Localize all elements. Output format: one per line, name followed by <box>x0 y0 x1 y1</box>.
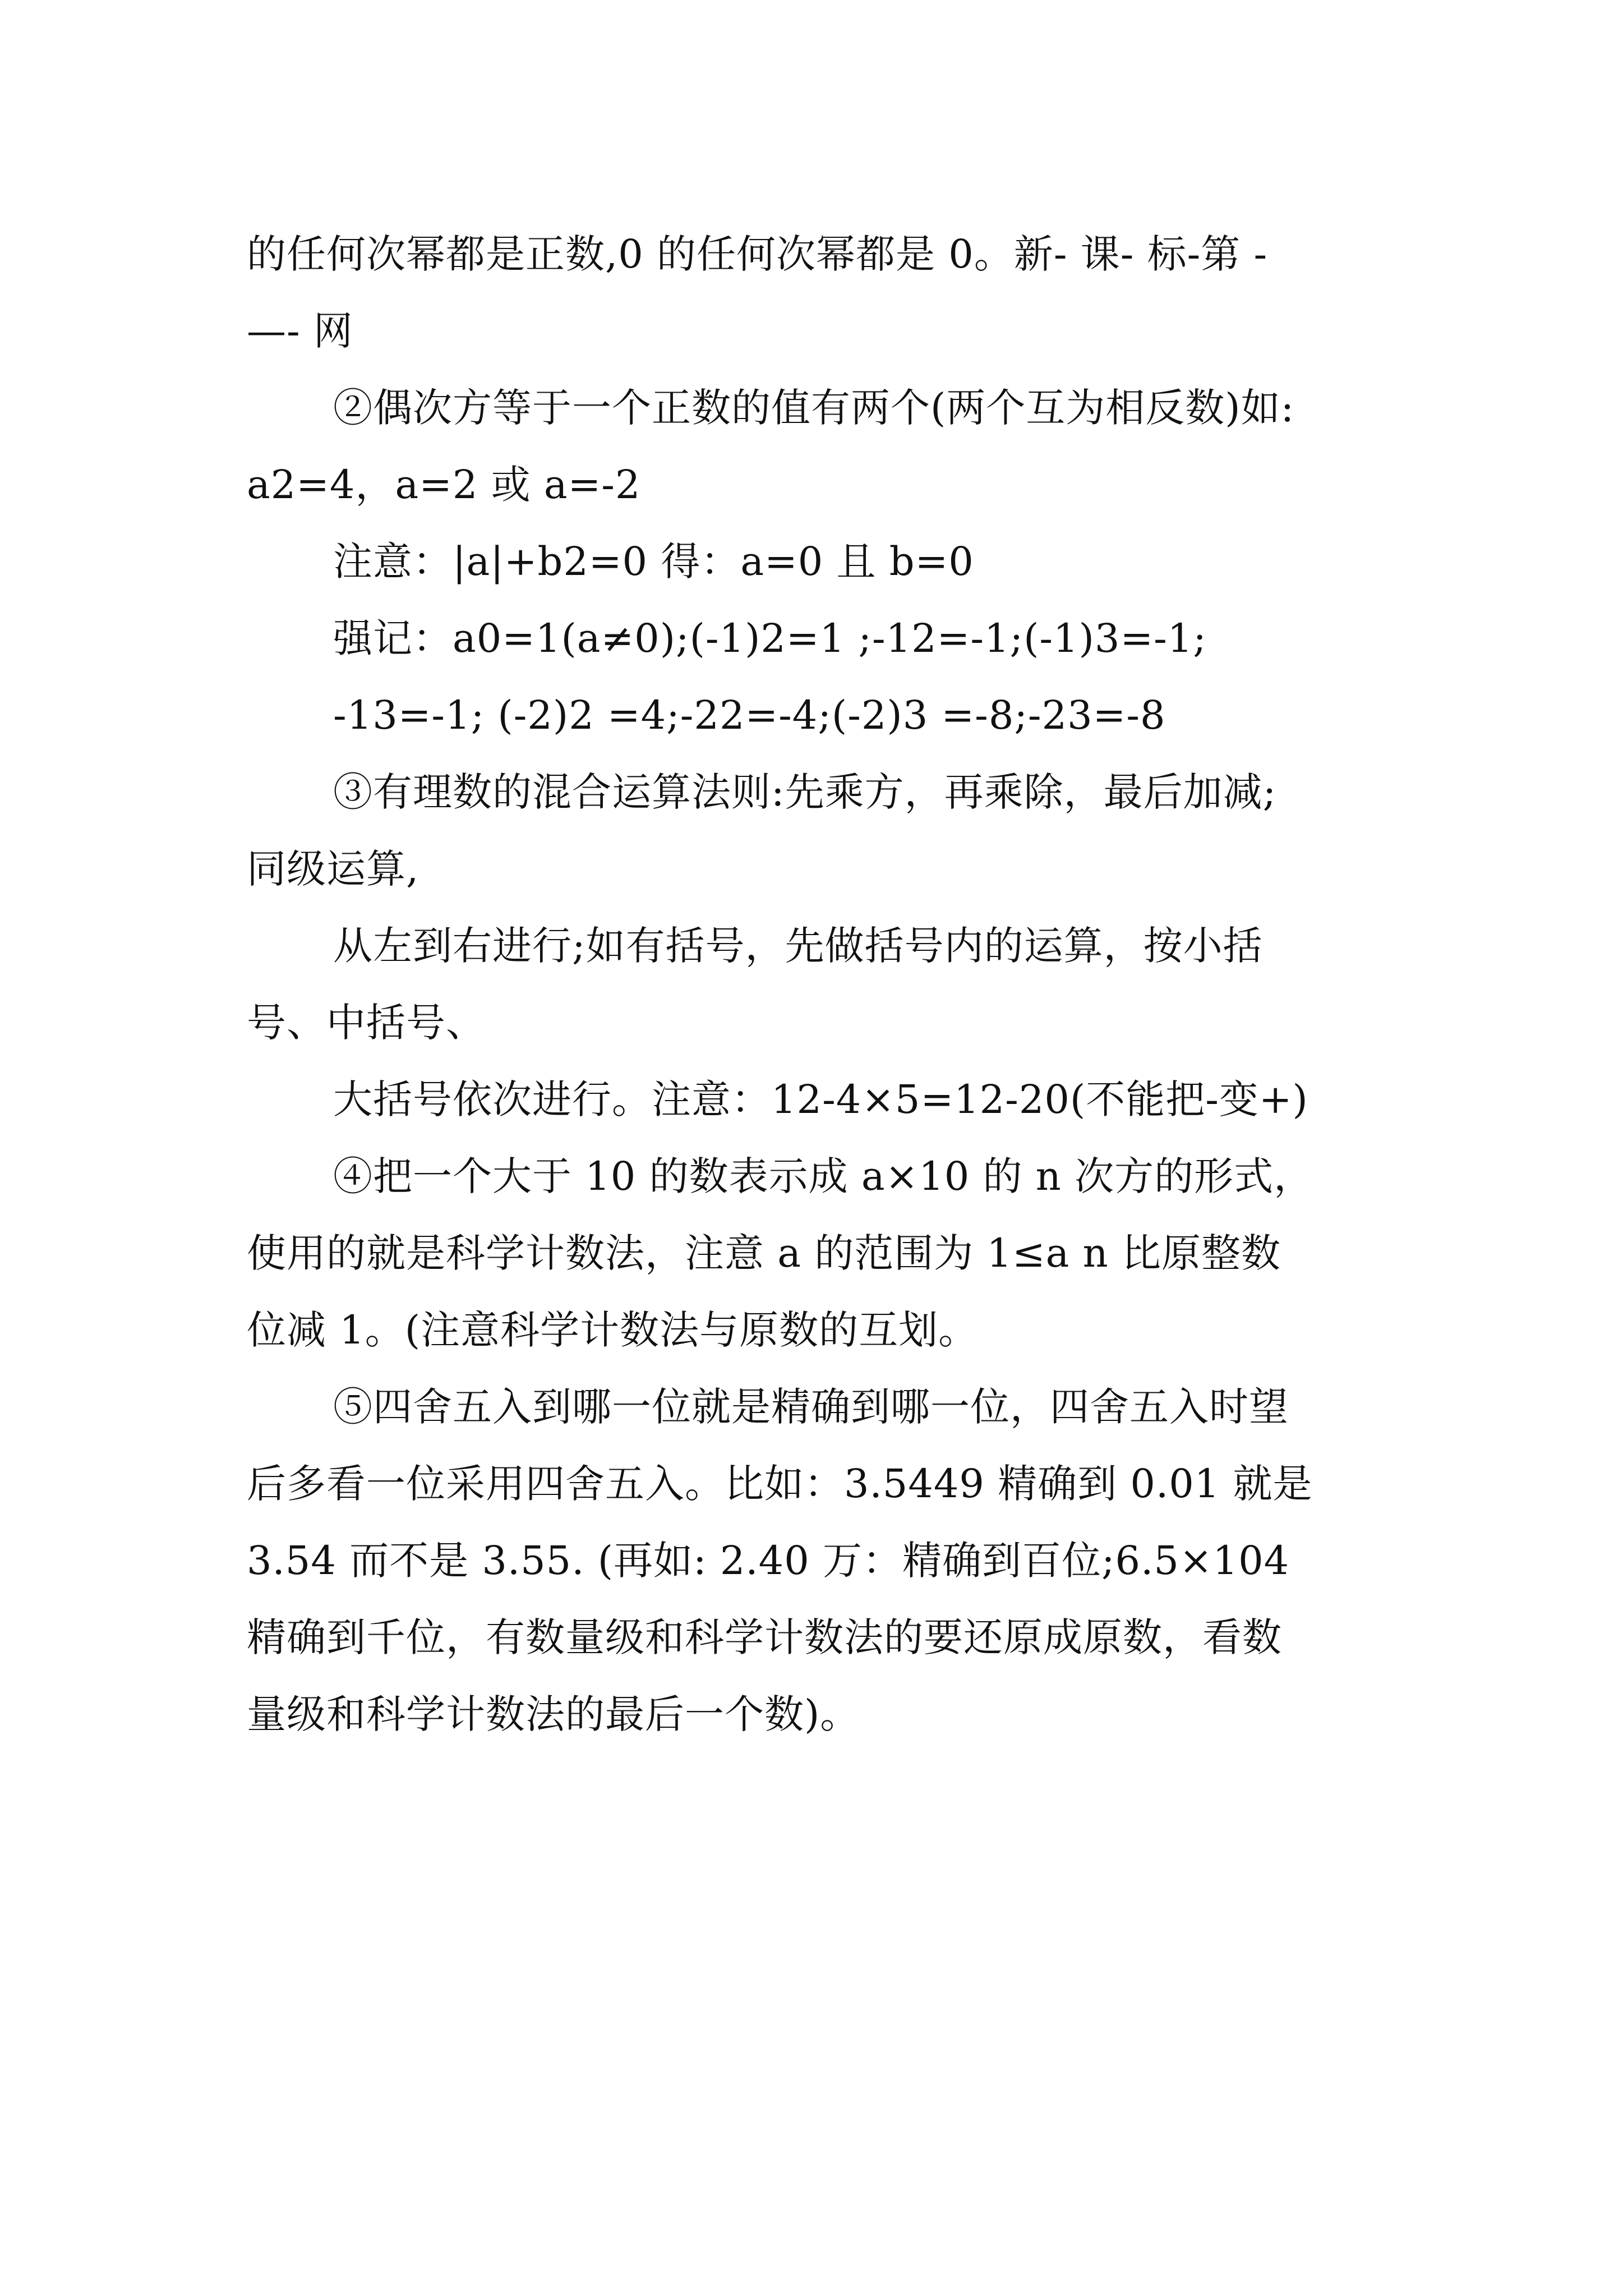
text-line: ④把一个大于 10 的数表示成 a×10 的 n 次方的形式， <box>333 1153 1314 1199</box>
text-line: a2=4，a=2 或 a=-2 <box>247 462 641 508</box>
text-line: 精确到千位，有数量级和科学计数法的要还原成原数，看数 <box>247 1614 1282 1660</box>
text-line: 3.54 而不是 3.55. (再如: 2.40 万：精确到百位;6.5×104 <box>247 1538 1290 1584</box>
text-line: 大括号依次进行。注意：12-4×5=12-20(不能把-变+) <box>333 1076 1308 1122</box>
text-line: ②偶次方等于一个正数的值有两个(两个互为相反数)如: <box>333 385 1295 431</box>
text-line: 同级运算, <box>247 846 419 892</box>
text-line: 号、中括号、 <box>247 1000 486 1046</box>
text-line: —- 网 <box>247 308 353 354</box>
text-line: 使用的就是科学计数法，注意 a 的范围为 1≤a n 比原整数 <box>247 1230 1281 1276</box>
text-line: 量级和科学计数法的最后一个数)。 <box>247 1691 860 1737</box>
text-line: ③有理数的混合运算法则:先乘方，再乘除，最后加减; <box>333 769 1277 815</box>
text-line: ⑤四舍五入到哪一位就是精确到哪一位，四舍五入时望 <box>333 1384 1289 1430</box>
text-line: -13=-1; (-2)2 =4;-22=-4;(-2)3 =-8;-23=-8 <box>333 692 1166 738</box>
text-line: 注意：|a|+b2=0 得：a=0 且 b=0 <box>333 539 974 585</box>
document-body <box>247 216 1380 1753</box>
text-line: 后多看一位采用四舍五入。比如：3.5449 精确到 0.01 就是 <box>247 1461 1313 1507</box>
text-line: 位减 1。(注意科学计数法与原数的互划。 <box>247 1307 979 1353</box>
text-line: 强记：a0=1(a≠0);(-1)2=1 ;-12=-1;(-1)3=-1; <box>333 615 1207 661</box>
text-line: 从左到右进行;如有括号，先做括号内的运算，按小括 <box>333 923 1263 969</box>
text-line: 的任何次幂都是正数,0 的任何次幂都是 0。新- 课- 标-第 - <box>247 231 1268 277</box>
